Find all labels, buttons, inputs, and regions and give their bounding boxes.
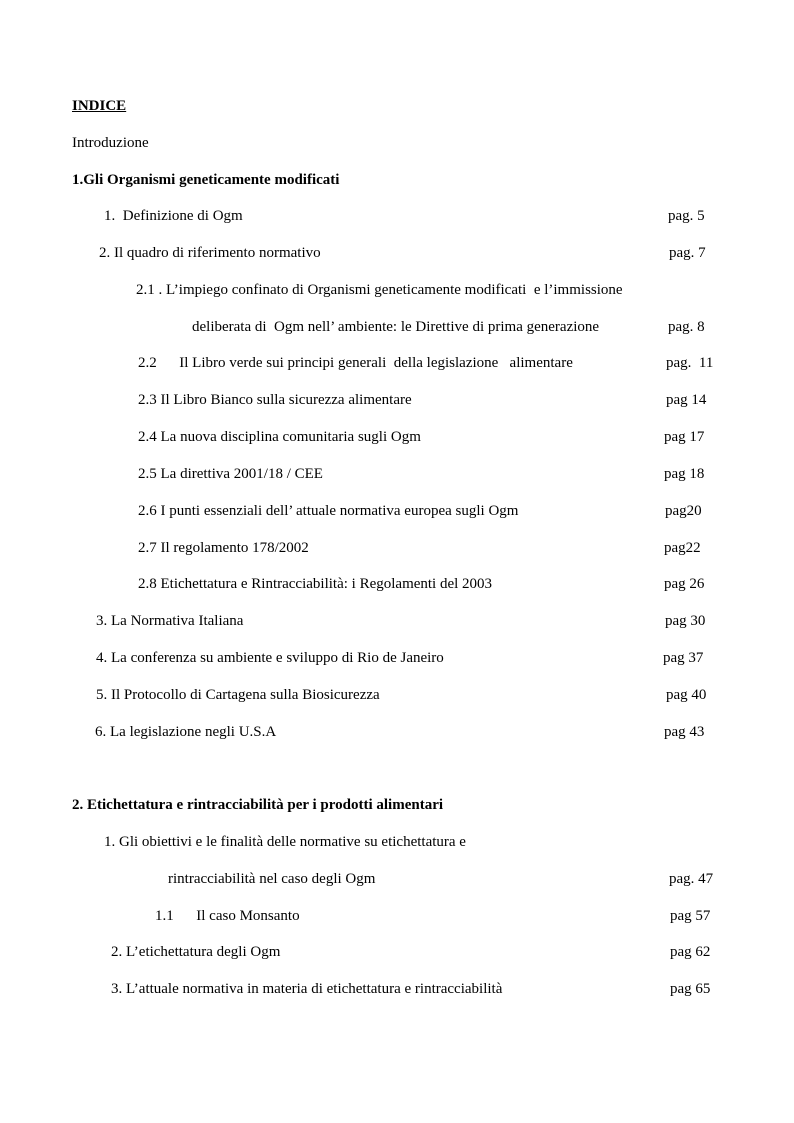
toc-page-1-2: pag. 7 [669,245,706,261]
toc-entry-2-3: 2.3 Il Libro Bianco sulla sicurezza alimentare [138,392,412,408]
toc-page-c2-1: pag. 47 [669,871,714,887]
toc-entry-2-8: 2.8 Etichettatura e Rintracciabilità: i Regolamenti del 2003 [138,576,493,592]
toc-entry-1-4: 4. La conferenza su ambiente e sviluppo di Rio de Janeiro [96,650,444,666]
toc-entry-c2-1-a: 1. Gli obiettivi e le finalità delle normative su etichettatura e [104,834,466,850]
toc-page-1-3: pag 30 [665,613,706,629]
toc-page-1-5: pag 40 [666,687,707,703]
toc-page-2-6: pag20 [665,503,702,519]
toc-page-c2-1-1: pag 57 [670,908,711,924]
toc-page-c2-3: pag 65 [670,981,711,997]
toc-entry-1-2: 2. Il quadro di riferimento normativo [99,245,321,261]
toc-page-2-7: pag22 [664,540,701,556]
toc-entry-2-2: 2.2 Il Libro verde sui principi generali della legislazione alimentare [138,355,573,371]
toc-page-2-4: pag 17 [664,429,705,445]
toc-entry-1-3: 3. La Normativa Italiana [96,613,244,629]
index-title: INDICE [72,98,127,114]
toc-entry-2-7: 2.7 Il regolamento 178/2002 [138,540,309,556]
toc-entry-c2-1-b: rintracciabilità nel caso degli Ogm [168,871,376,887]
toc-entry-2-1-b: deliberata di Ogm nell’ ambiente: le Direttive di prima generazione [192,319,600,335]
toc-entry-c2-3: 3. L’attuale normativa in materia di etichettatura e rintracciabilità [111,981,503,997]
toc-page-2-3: pag 14 [666,392,707,408]
toc-page-2-2: pag. 11 [666,355,714,371]
chapter-1-heading: 1.Gli Organismi geneticamente modificati [72,172,340,188]
toc-entry-c2-2: 2. L’etichettatura degli Ogm [111,944,281,960]
toc-page-1-6: pag 43 [664,724,705,740]
toc-page-1-1: pag. 5 [668,208,705,224]
toc-entry-2-1-a: 2.1 . L’impiego confinato di Organismi geneticamente modificati e l’immissione [136,282,623,298]
toc-entry-1-1: 1. Definizione di Ogm [104,208,243,224]
toc-entry-c2-1-1: 1.1 Il caso Monsanto [155,908,300,924]
toc-page-1-4: pag 37 [663,650,704,666]
toc-page-2-5: pag 18 [664,466,705,482]
toc-entry-2-5: 2.5 La direttiva 2001/18 / CEE [138,466,323,482]
toc-page-c2-2: pag 62 [670,944,711,960]
toc-entry-2-4: 2.4 La nuova disciplina comunitaria sugli Ogm [138,429,421,445]
toc-entry-1-5: 5. Il Protocollo di Cartagena sulla Biosicurezza [96,687,380,703]
toc-entry-1-6: 6. La legislazione negli U.S.A [95,724,277,740]
chapter-2-heading: 2. Etichettatura e rintracciabilità per i prodotti alimentari [72,797,444,813]
intro-entry: Introduzione [72,135,149,151]
toc-page-2-8: pag 26 [664,576,705,592]
toc-entry-2-6: 2.6 I punti essenziali dell’ attuale normativa europea sugli Ogm [138,503,519,519]
toc-page-2-1: pag. 8 [668,319,705,335]
